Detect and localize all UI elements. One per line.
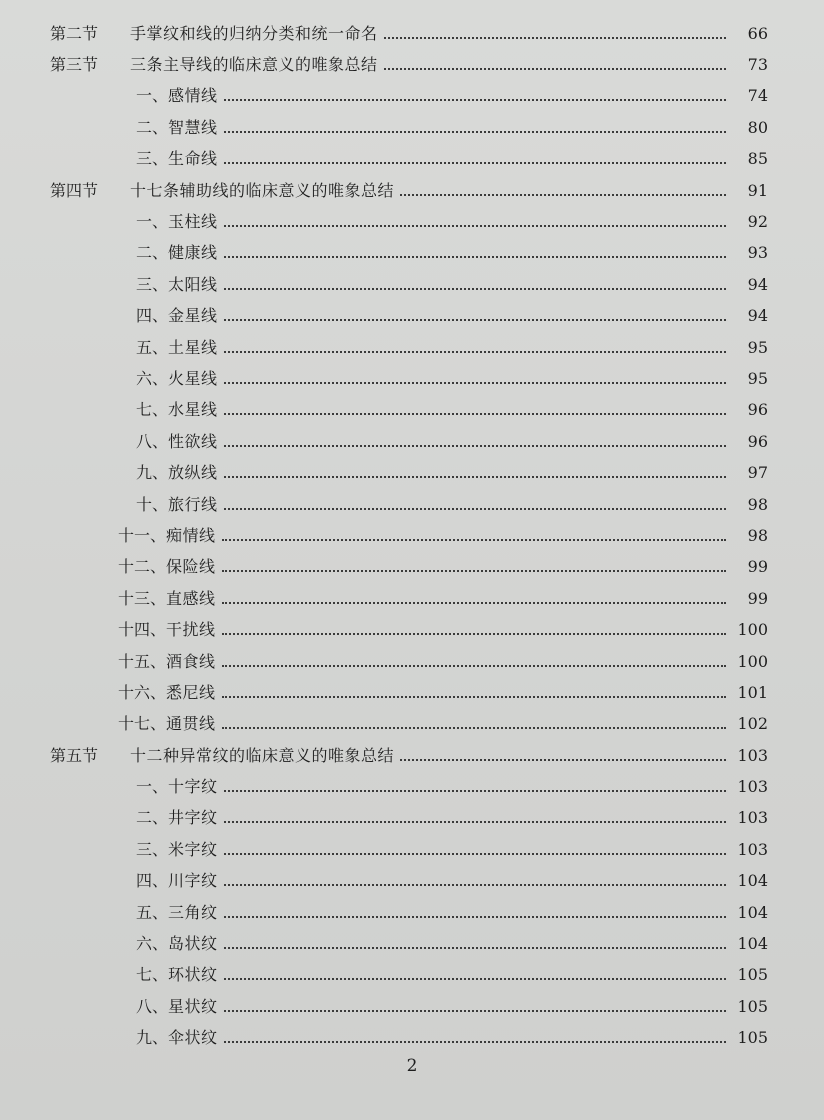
toc-section-entry[interactable] [48,49,768,80]
toc-item-entry[interactable] [48,677,768,708]
item-number: 五、 [135,902,168,922]
toc-item-entry[interactable] [48,269,768,300]
toc-item-entry[interactable] [48,206,768,237]
dot-leader [224,256,726,258]
dot-leader [224,978,726,980]
dot-leader [222,570,726,572]
entry-title: 悉尼线 [166,682,216,702]
entry-title: 土星线 [168,337,218,357]
dot-leader [224,916,726,918]
item-number: 一、 [135,777,168,797]
entry-page-number: 104 [737,902,768,922]
item-number: 六、 [135,934,168,954]
entry-page-number: 91 [747,180,768,200]
dot-leader [224,413,726,415]
dot-leader [384,68,726,70]
toc-item-entry[interactable] [48,520,768,551]
item-number: 十一、 [117,525,166,545]
entry-page-number: 102 [737,714,768,734]
toc-item-entry[interactable] [48,991,768,1022]
item-number: 一、 [135,86,168,106]
item-number: 三、 [135,839,168,859]
toc-item-entry[interactable] [48,457,768,488]
entry-page-number: 85 [747,149,768,169]
entry-page-number: 99 [747,557,768,577]
item-number: 十七、 [117,714,166,734]
entry-page-number: 66 [747,23,768,43]
dot-leader [224,351,726,353]
toc-item-entry[interactable] [48,897,768,928]
toc-item-entry[interactable] [48,583,768,614]
dot-leader [400,194,726,196]
entry-page-number: 103 [737,839,768,859]
entry-page-number: 103 [737,777,768,797]
entry-page-number: 96 [747,400,768,420]
item-number: 七、 [135,400,168,420]
item-number: 十二、 [117,557,166,577]
entry-title: 旅行线 [168,494,218,514]
toc-section-entry[interactable] [48,740,768,771]
entry-page-number: 101 [737,682,768,702]
toc-item-entry[interactable] [48,144,768,175]
item-number: 一、 [135,212,168,232]
toc-item-entry[interactable] [48,709,768,740]
entry-page-number: 100 [737,620,768,640]
entry-page-number: 97 [747,463,768,483]
entry-page-number: 92 [747,212,768,232]
entry-title: 环状纹 [168,965,218,985]
item-number: 八、 [135,996,168,1016]
item-number: 十三、 [117,588,166,608]
entry-title: 水星线 [168,400,218,420]
entry-title: 健康线 [168,243,218,263]
entry-title: 十二种异常纹的临床意义的唯象总结 [130,745,395,765]
entry-title: 火星线 [168,368,218,388]
entry-title: 生命线 [168,149,218,169]
entry-page-number: 100 [737,651,768,671]
entry-page-number: 105 [737,1028,768,1048]
section-number: 第四节 [50,180,99,200]
entry-title: 三条主导线的临床意义的唯象总结 [130,55,378,75]
entry-page-number: 103 [737,808,768,828]
entry-title: 井字纹 [168,808,218,828]
entry-title: 星状纹 [168,996,218,1016]
entry-title: 放纵线 [168,463,218,483]
section-number: 第五节 [50,745,99,765]
dot-leader [400,759,726,761]
item-number: 二、 [135,243,168,263]
toc-section-entry[interactable] [48,175,768,206]
item-number: 九、 [135,463,168,483]
entry-title: 金星线 [168,306,218,326]
entry-page-number: 98 [747,525,768,545]
dot-leader [224,225,726,227]
toc-item-entry[interactable] [48,834,768,865]
dot-leader [224,1010,726,1012]
item-number: 九、 [135,1028,168,1048]
dot-leader [222,696,726,698]
entry-title: 十七条辅助线的临床意义的唯象总结 [130,180,395,200]
entry-page-number: 98 [747,494,768,514]
toc-item-entry[interactable] [48,489,768,520]
entry-title: 伞状纹 [168,1028,218,1048]
entry-title: 性欲线 [168,431,218,451]
toc-item-entry[interactable] [48,1023,768,1054]
item-number: 四、 [135,871,168,891]
toc-item-entry[interactable] [48,332,768,363]
dot-leader [224,821,726,823]
entry-title: 手掌纹和线的归纳分类和统一命名 [130,23,378,43]
entry-title: 岛状纹 [168,934,218,954]
dot-leader [224,288,726,290]
dot-leader [224,1041,726,1043]
dot-leader [222,633,726,635]
toc-item-entry[interactable] [48,81,768,112]
entry-page-number: 104 [737,871,768,891]
entry-title: 智慧线 [168,117,218,137]
toc-item-entry[interactable] [48,866,768,897]
toc-section-entry[interactable] [48,18,768,49]
entry-title: 痴情线 [166,525,216,545]
toc-item-entry[interactable] [48,112,768,143]
toc-item-entry[interactable] [48,614,768,645]
dot-leader [224,884,726,886]
toc-item-entry[interactable] [48,363,768,394]
dot-leader [222,539,726,541]
item-number: 八、 [135,431,168,451]
section-number: 第三节 [50,55,99,75]
item-number: 十五、 [117,651,166,671]
page-number-footer: 2 [406,1056,418,1076]
item-number: 三、 [135,274,168,294]
dot-leader [384,37,726,39]
section-number: 第二节 [50,23,99,43]
entry-page-number: 74 [747,86,768,106]
toc-item-entry[interactable] [48,238,768,269]
item-number: 三、 [135,149,168,169]
entry-page-number: 105 [737,996,768,1016]
entry-page-number: 80 [747,117,768,137]
dot-leader [222,727,726,729]
entry-page-number: 103 [737,745,768,765]
entry-title: 十字纹 [168,777,218,797]
dot-leader [224,790,726,792]
entry-title: 米字纹 [168,839,218,859]
dot-leader [224,476,726,478]
item-number: 十、 [135,494,168,514]
dot-leader [224,947,726,949]
entry-page-number: 93 [747,243,768,263]
toc-item-entry[interactable] [48,928,768,959]
item-number: 七、 [135,965,168,985]
entry-page-number: 96 [747,431,768,451]
item-number: 十六、 [117,682,166,702]
toc-item-entry[interactable] [48,803,768,834]
dot-leader [224,445,726,447]
dot-leader [224,131,726,133]
entry-title: 酒食线 [166,651,216,671]
entry-page-number: 104 [737,934,768,954]
toc-item-entry[interactable] [48,646,768,677]
dot-leader [224,99,726,101]
toc-item-entry[interactable] [48,395,768,426]
entry-page-number: 94 [747,274,768,294]
dot-leader [224,508,726,510]
entry-title: 太阳线 [168,274,218,294]
entry-page-number: 73 [747,55,768,75]
entry-title: 干扰线 [166,620,216,640]
entry-title: 通贯线 [166,714,216,734]
dot-leader [224,853,726,855]
entry-title: 川字纹 [168,871,218,891]
entry-title: 保险线 [166,557,216,577]
entry-page-number: 95 [747,337,768,357]
entry-title: 玉柱线 [168,212,218,232]
dot-leader [224,382,726,384]
toc-item-entry[interactable] [48,960,768,991]
entry-title: 直感线 [166,588,216,608]
toc-item-entry[interactable] [48,426,768,457]
dot-leader [222,665,726,667]
toc-item-entry[interactable] [48,301,768,332]
dot-leader [224,162,726,164]
toc-item-entry[interactable] [48,552,768,583]
item-number: 四、 [135,306,168,326]
entry-page-number: 94 [747,306,768,326]
item-number: 五、 [135,337,168,357]
entry-page-number: 95 [747,368,768,388]
dot-leader [224,319,726,321]
toc-item-entry[interactable] [48,771,768,802]
item-number: 六、 [135,368,168,388]
item-number: 二、 [135,117,168,137]
dot-leader [222,602,726,604]
entry-page-number: 105 [737,965,768,985]
item-number: 二、 [135,808,168,828]
entry-title: 感情线 [168,86,218,106]
entry-title: 三角纹 [168,902,218,922]
item-number: 十四、 [117,620,166,640]
entry-page-number: 99 [747,588,768,608]
table-of-contents [48,18,768,1054]
